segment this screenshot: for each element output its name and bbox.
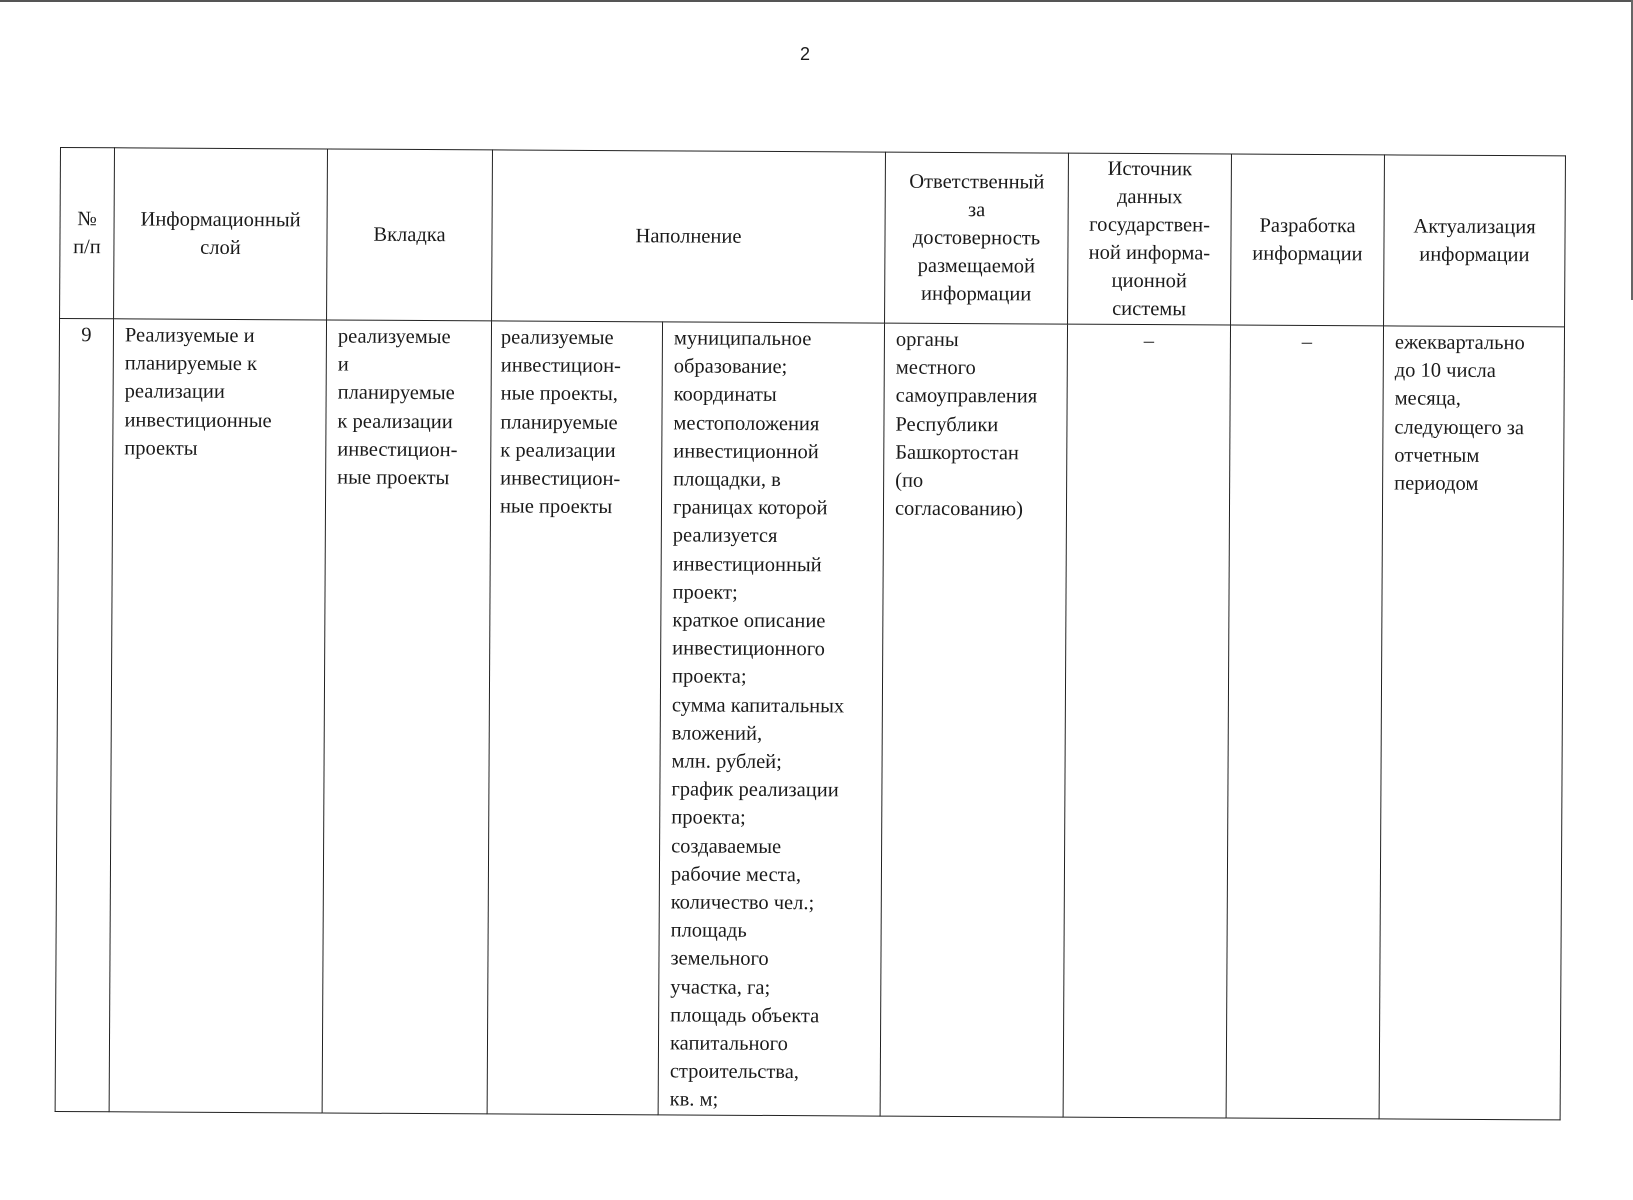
text-line: Наполнение [635, 225, 742, 248]
text-line: к реализации [337, 410, 453, 433]
text-line: планируемые к [124, 352, 258, 376]
row-subject-cell [487, 321, 662, 1115]
text-line: площадь объекта [670, 1004, 820, 1028]
text-line: кв. м; [669, 1088, 719, 1112]
page-number: 2 [800, 44, 811, 64]
text-line: проекта; [671, 665, 747, 689]
text-line: график реализации [671, 778, 839, 802]
text-line: инвестицион- [500, 467, 621, 491]
row-responsible-cell [880, 323, 1067, 1117]
text-line: координаты [673, 383, 777, 407]
text-line: местоположения [673, 412, 820, 435]
text-line: участка, га; [670, 976, 771, 999]
row-num-cell: 9 [55, 319, 113, 1112]
table-row [55, 319, 1564, 1120]
row-fields-cell [658, 322, 884, 1116]
text-line: ные проекты [499, 495, 613, 519]
text-line: земельного [670, 947, 769, 971]
text-line: размещаемой [917, 254, 1036, 278]
text-line: п/п [73, 236, 101, 259]
row-layer-cell [109, 319, 326, 1113]
text-line: Актуализация [1413, 215, 1536, 239]
text-line: данных [1116, 185, 1183, 209]
text-line: образование; [673, 355, 788, 379]
header-responsible [885, 152, 1069, 324]
text-line: площадь [670, 919, 747, 943]
text-line: проекта; [671, 806, 746, 830]
text-line: государствен- [1089, 213, 1211, 237]
text-line: достоверность [912, 226, 1041, 250]
header-num [60, 148, 115, 319]
text-line: строительства, [669, 1060, 800, 1084]
text-line: планируемые [500, 411, 618, 434]
text-line: инвестиционные [124, 408, 272, 432]
text-line: ной информа- [1088, 241, 1211, 265]
text-line: проект; [672, 581, 738, 604]
text-line: инвестиционной [673, 440, 819, 464]
text-line: количество чел.; [670, 891, 815, 915]
text-line: № [77, 208, 97, 231]
text-line: Ответственный [909, 170, 1045, 194]
scan-edge-top [0, 0, 1633, 2]
text-line: инвестиционного [672, 637, 825, 661]
text-line: Информационный [140, 208, 301, 232]
text-line: и [337, 353, 349, 376]
text-line: вложений, [671, 722, 763, 745]
text-line: Источник [1107, 157, 1193, 181]
text-line: (по [895, 469, 924, 492]
text-line: системы [1112, 297, 1187, 321]
text-line: инвестиционный [672, 553, 822, 576]
text-line: капитального [669, 1032, 788, 1056]
text-line: ные проекты [337, 466, 450, 490]
text-line: инвестицион- [500, 354, 621, 378]
text-line: ные проекты, [500, 382, 619, 406]
text-line: Реализуемые и [124, 324, 255, 348]
text-line: реализуется [672, 524, 778, 548]
text-line: проекты [124, 437, 198, 460]
text-line: границах которой [672, 496, 828, 520]
header-content [492, 150, 886, 323]
info-layers-table [55, 147, 1566, 1120]
text-line: органы [895, 328, 959, 352]
text-line: месяца, [1394, 387, 1461, 411]
text-line: реализации [124, 380, 225, 404]
text-line: следующего за [1394, 416, 1525, 439]
text-line: слой [200, 236, 241, 260]
text-line: Башкортостан [895, 441, 1020, 465]
text-line: информации [920, 282, 1032, 306]
text-line: реализуемые [337, 325, 451, 349]
header-tab [327, 149, 493, 321]
header-row [60, 148, 1566, 327]
text-line: площадки, в [673, 468, 781, 492]
text-line: ционной [1111, 269, 1188, 293]
text-line: ежеквартально [1394, 331, 1525, 355]
row-tab-cell [322, 320, 491, 1114]
text-line: самоуправления [895, 385, 1038, 408]
text-line: планируемые [337, 381, 455, 405]
text-line: к реализации [500, 439, 616, 462]
header-layer [114, 148, 328, 320]
text-line: краткое описание [672, 609, 826, 633]
text-line: информации [1419, 243, 1530, 267]
text-line: периодом [1394, 472, 1479, 495]
text-line: за [967, 199, 986, 222]
header-source [1068, 153, 1232, 325]
text-line: согласованию) [894, 497, 1024, 521]
text-line: местного [895, 356, 976, 380]
text-line: создаваемые [671, 835, 782, 858]
text-line: сумма капитальных [671, 694, 845, 718]
text-line: рабочие места, [670, 863, 802, 887]
text-line: информации [1252, 242, 1363, 266]
text-line: Разработка [1259, 214, 1356, 238]
row-source-cell: – [1063, 324, 1230, 1118]
text-line: млн. рублей; [671, 750, 782, 774]
header-development [1231, 154, 1385, 326]
text-line: Республики [895, 413, 999, 436]
header-update [1384, 155, 1566, 327]
text-line: Вкладка [373, 223, 446, 247]
text-line: отчетным [1394, 444, 1480, 467]
row-update-cell [1379, 326, 1564, 1120]
text-line: до 10 числа [1394, 359, 1496, 383]
text-line: инвестицион- [337, 438, 458, 462]
row-development-cell: – [1226, 325, 1383, 1119]
text-line: реализуемые [500, 326, 614, 350]
text-line: муниципальное [673, 327, 812, 351]
